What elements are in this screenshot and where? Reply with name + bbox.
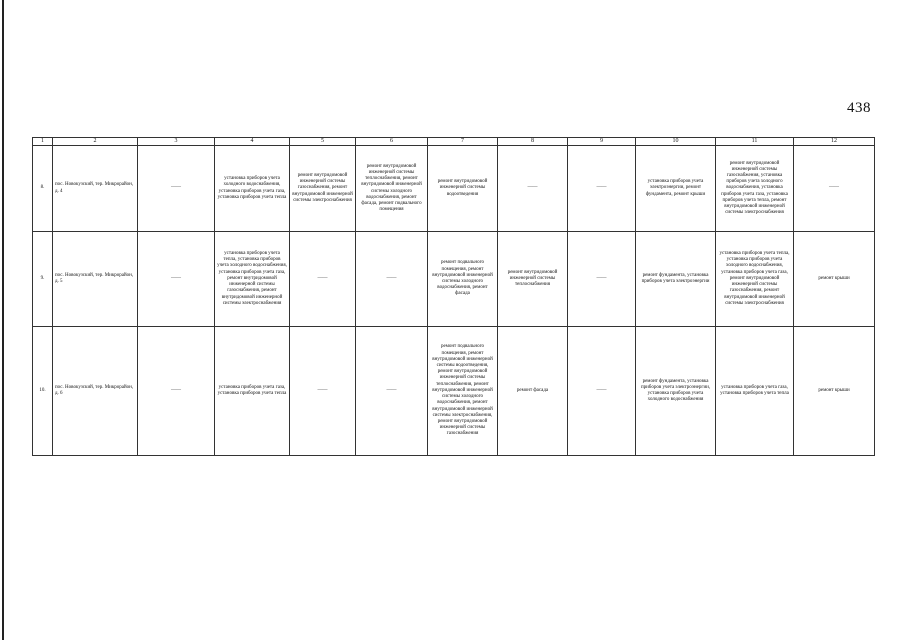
works-table [32,137,875,456]
left-margin-rule [2,0,4,640]
column-header: 12 [794,138,875,146]
work-cell: ремонт внутридомовой инженерной системы газоснабжения, ремонт внутридомовой инженерной системы электроснабжения [290,146,356,232]
column-header: 5 [290,138,356,146]
work-cell: ремонт внутридомовой инженерной системы газоснабжения, установка приборов учета холодного водоснабжения, установка приборов учета газа, установка приборов учета тепла, ремонт внутридомовой инженерной системы электроснабжения [716,146,794,232]
column-header: 11 [716,138,794,146]
column-number-header [33,138,875,146]
column-header: 8 [498,138,568,146]
table-row [33,327,875,456]
empty-cell: —— [568,327,636,456]
work-cell: ремонт внутридомовой инженерной системы теплоснабжения [498,232,568,327]
work-cell: ремонт крыши [794,232,875,327]
empty-cell: —— [356,327,428,456]
column-header: 10 [636,138,716,146]
work-cell: установка приборов учета тепла, установка приборов учета холодного водоснабжения, установка приборов учета газа, ремонт внутридомовой инженерной системы газоснабжения, ремонт внутридомовой инженерной системы электроснабжения [215,232,290,327]
empty-cell: —— [138,232,215,327]
column-header: 2 [53,138,138,146]
empty-cell: —— [794,146,875,232]
column-header: 3 [138,138,215,146]
work-cell: ремонт подвального помещения, ремонт внутридомовой инженерной системы водоотведения, ремонт внутридомовой инженерной системы теплоснабжения, ремонт внутридомовой инженерной системы холодного водоснабжения, ремонт внутридомовой инженерной системы электроснабжения, ремонт внутридомовой инженерной системы газоснабжения [428,327,498,456]
empty-cell: —— [290,327,356,456]
empty-cell: —— [290,232,356,327]
column-header: 6 [356,138,428,146]
work-cell: ремонт внутридомовой инженерной системы водоотведения [428,146,498,232]
address-cell: пос. Новокузский, тер. Микрорайон, д. 4 [53,146,138,232]
column-header: 4 [215,138,290,146]
address-cell: пос. Новокузский, тер. Микрорайон, д. 5 [53,232,138,327]
work-cell: ремонт подвального помещения, ремонт внутридомовой инженерной системы холодного водоснабжения, ремонт фасада [428,232,498,327]
column-header: 7 [428,138,498,146]
work-cell: ремонт внутридомовой инженерной системы теплоснабжения, ремонт внутридомовой инженерной системы холодного водоснабжения, ремонт фасада, ремонт подвального помещения [356,146,428,232]
table-row [33,232,875,327]
row-number: 10. [33,327,53,456]
address-cell: пос. Новокузский, тер. Микрорайон, д. 6 [53,327,138,456]
work-cell: ремонт крыши [794,327,875,456]
row-number: 8. [33,146,53,232]
page-number: 438 [847,100,871,116]
work-cell: установка приборов учета холодного водоснабжения, установка приборов учета газа, установка приборов учета тепла [215,146,290,232]
row-number: 9. [33,232,53,327]
empty-cell: —— [568,232,636,327]
empty-cell: —— [356,232,428,327]
work-cell: установка приборов учета газа, установка приборов учета тепла [716,327,794,456]
column-header: 9 [568,138,636,146]
work-cell: установка приборов учета электроэнергии, ремонт фундамента, ремонт крыши [636,146,716,232]
empty-cell: —— [498,146,568,232]
empty-cell: —— [138,146,215,232]
work-cell: ремонт фасада [498,327,568,456]
work-cell: ремонт фундамента, установка приборов учета электроэнергии [636,232,716,327]
work-cell: установка приборов учета тепла, установка приборов учета холодного водоснабжения, установка приборов учета газа, ремонт внутридомовой инженерной системы газоснабжения, ремонт внутридомовой инженерной системы электроснабжения [716,232,794,327]
empty-cell: —— [568,146,636,232]
work-cell: ремонт фундамента, установка приборов учета электроэнергии, установка приборов учета холодного водоснабжения [636,327,716,456]
table-row [33,146,875,232]
column-header: 1 [33,138,53,146]
empty-cell: —— [138,327,215,456]
work-cell: установка приборов учета газа, установка приборов учета тепла [215,327,290,456]
